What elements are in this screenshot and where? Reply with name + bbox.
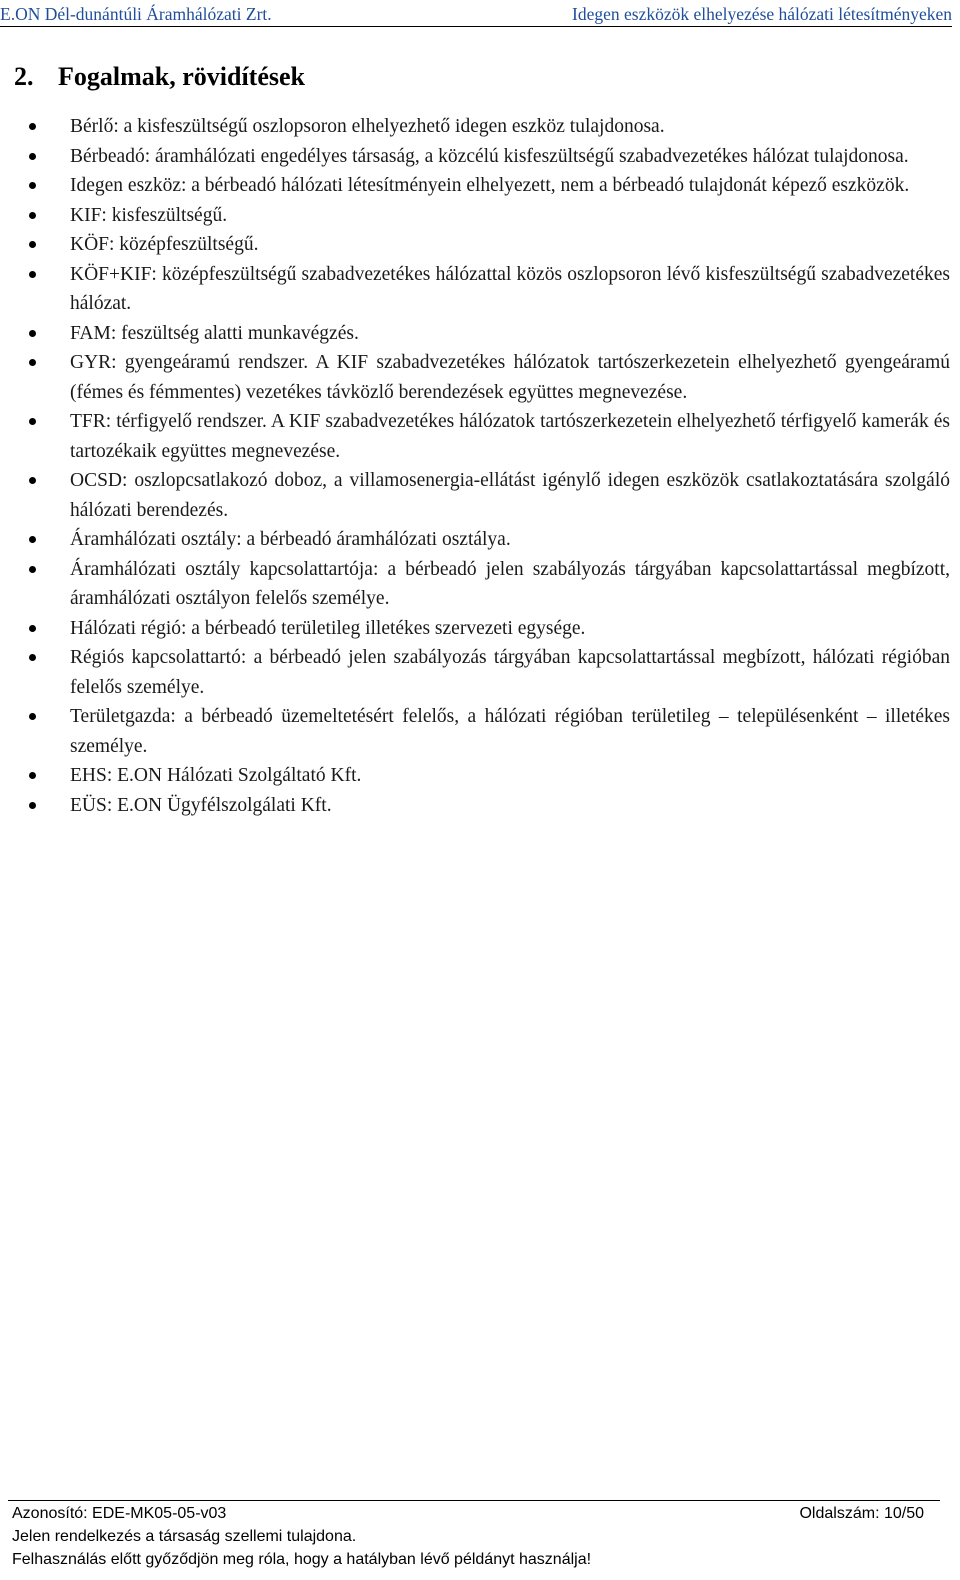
list-item: GYR: gyengeáramú rendszer. A KIF szabadvezetékes hálózatok tartószerkezetein elhelyezhető gyengeáramú (fémes és fémmentes) vezetékes távközlő berendezések együttes megnevezése. xyxy=(70,348,950,407)
list-item: Bérbeadó: áramhálózati engedélyes társaság, a közcélú kisfeszültségű szabadvezetékes hálózat tulajdonosa. xyxy=(70,142,950,172)
bullet-icon xyxy=(29,182,36,189)
list-item: Hálózati régió: a bérbeadó területileg illetékes szervezeti egysége. xyxy=(70,614,950,644)
bullet-icon xyxy=(29,123,36,130)
bullet-icon xyxy=(29,241,36,248)
bullet-icon xyxy=(29,477,36,484)
list-item: EÜS: E.ON Ügyfélszolgálati Kft. xyxy=(70,791,950,821)
section-number: 2. xyxy=(14,62,34,91)
list-item: Régiós kapcsolattartó: a bérbeadó jelen szabályozás tárgyában kapcsolattartással megbízott, hálózati régióban felelős személye. xyxy=(70,643,950,702)
list-item: Áramhálózati osztály: a bérbeadó áramhálózati osztálya. xyxy=(70,525,950,555)
bullet-icon xyxy=(29,418,36,425)
page-header xyxy=(0,4,960,28)
list-item: Területgazda: a bérbeadó üzemeltetésért felelős, a hálózati régióban területileg – településenként – illetékes személye. xyxy=(70,702,950,761)
bullet-icon xyxy=(29,566,36,573)
list-item: EHS: E.ON Hálózati Szolgáltató Kft. xyxy=(70,761,950,791)
bullet-icon xyxy=(29,536,36,543)
header-divider xyxy=(0,26,952,27)
list-item: Idegen eszköz: a bérbeadó hálózati létesítményein elhelyezett, nem a bérbeadó tulajdonát képező eszközök. xyxy=(70,171,950,201)
header-company: E.ON Dél-dunántúli Áramhálózati Zrt. xyxy=(0,4,272,24)
page-footer xyxy=(12,1502,924,1571)
footer-ownership: Jelen rendelkezés a társaság szellemi tulajdona. xyxy=(12,1528,357,1545)
bullet-icon xyxy=(29,802,36,809)
definitions-list xyxy=(70,112,950,820)
bullet-icon xyxy=(29,153,36,160)
list-item: KIF: kisfeszültségű. xyxy=(70,201,950,231)
bullet-icon xyxy=(29,772,36,779)
bullet-icon xyxy=(29,359,36,366)
footer-row-identifier xyxy=(12,1502,924,1525)
header-document-title: Idegen eszközök elhelyezése hálózati létesítményeken xyxy=(572,4,952,24)
bullet-icon xyxy=(29,625,36,632)
section-heading xyxy=(14,62,305,92)
list-item: KÖF+KIF: középfeszültségű szabadvezetékes hálózattal közös oszlopsoron lévő kisfeszültségű szabadvezetékes hálózat. xyxy=(70,260,950,319)
document-identifier: Azonosító: EDE-MK05-05-v03 xyxy=(12,1505,227,1522)
list-item: OCSD: oszlopcsatlakozó doboz, a villamosenergia-ellátást igénylő idegen eszközök csatlakoztatására szolgáló hálózati berendezés. xyxy=(70,466,950,525)
footer-notice: Felhasználás előtt győződjön meg róla, hogy a hatályban lévő példányt használja! xyxy=(12,1551,592,1568)
bullet-icon xyxy=(29,654,36,661)
footer-divider xyxy=(8,1500,940,1501)
bullet-icon xyxy=(29,713,36,720)
list-item: Áramhálózati osztály kapcsolattartója: a bérbeadó jelen szabályozás tárgyában kapcsolattartással megbízott, áramhálózati osztályon felelős személye. xyxy=(70,555,950,614)
bullet-icon xyxy=(29,271,36,278)
bullet-icon xyxy=(29,212,36,219)
list-item: Bérlő: a kisfeszültségű oszlopsoron elhelyezhető idegen eszköz tulajdonosa. xyxy=(70,112,950,142)
section-title: Fogalmak, rövidítések xyxy=(58,62,305,91)
page-number: Oldalszám: 10/50 xyxy=(799,1505,924,1522)
list-item: FAM: feszültség alatti munkavégzés. xyxy=(70,319,950,349)
bullet-icon xyxy=(29,330,36,337)
list-item: KÖF: középfeszültségű. xyxy=(70,230,950,260)
list-item: TFR: térfigyelő rendszer. A KIF szabadvezetékes hálózatok tartószerkezetein elhelyezhető térfigyelő kamerák és tartozékaik együttes megnevezése. xyxy=(70,407,950,466)
